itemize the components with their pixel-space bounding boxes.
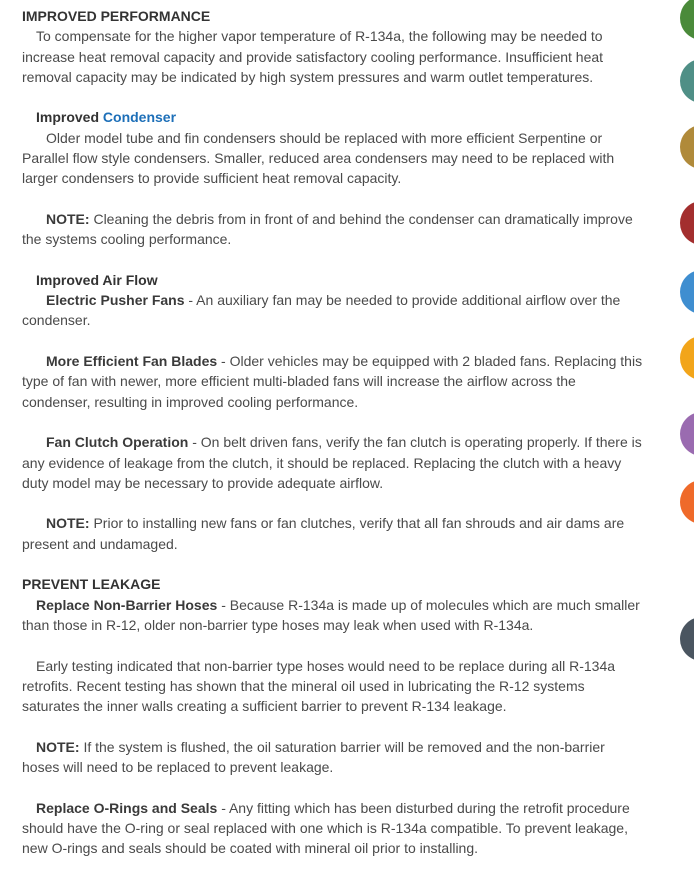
fan-clutch-paragraph [22, 432, 644, 493]
condenser-link[interactable]: Condenser [102, 109, 177, 126]
condenser-note [22, 209, 644, 250]
fan-blades-paragraph [22, 351, 644, 412]
performance-intro [22, 26, 644, 87]
orings-text: - Any fitting which has been disturbed during the retrofit procedure should have the O-ring or seal replaced with one which is R-134a compatible. To prevent leakage, new O-rings and seals should be coated with mineral oil prior to installing. [22, 799, 630, 857]
subheading-improved-air-flow: Improved Air Flow [36, 271, 158, 288]
condenser-paragraph [22, 128, 644, 189]
side-nav-circle[interactable] [680, 0, 694, 40]
note-label: NOTE: [46, 210, 90, 227]
flush-note [22, 737, 644, 778]
condenser-note-text: Cleaning the debris from in front of and behind the condenser can dramatically improve the systems cooling performance. [22, 210, 633, 248]
section-heading-leakage: PREVENT LEAKAGE [22, 576, 161, 593]
pusher-fans-text: - An auxiliary fan may be needed to provide additional airflow over the condenser. [22, 292, 621, 329]
orings-title: Replace O-Rings and Seals [36, 799, 218, 816]
section-heading-performance: IMPROVED PERFORMANCE [22, 8, 211, 24]
fans-note-text: Prior to installing new fans or fan clutches, verify that all fan shrouds and air dams are present and undamaged. [22, 515, 625, 552]
note-label: NOTE: [46, 515, 90, 532]
hoses-title: Replace Non-Barrier Hoses [36, 596, 218, 613]
testing-text: Early testing indicated that non-barrier type hoses would need to be replace during all R-134a retrofits. Recent testing has shown that the mineral oil used in lubricating the R-12 systems saturates the inner walls creating a sufficient barrier to prevent R-134 leakage. [22, 657, 616, 715]
side-nav-circle[interactable] [680, 336, 694, 380]
fan-clutch-text: - On belt driven fans, verify the fan clutch is operating properly. If there is any evidence of leakage from the clutch, it should be replaced. Replacing the clutch with a heavy duty model may be necessary to provide adequate airflow. [22, 434, 642, 491]
side-nav-circle[interactable] [680, 125, 694, 169]
subheading-improved-condenser [22, 107, 644, 127]
pusher-fans-title: Electric Pusher Fans [46, 292, 185, 309]
fan-clutch-title: Fan Clutch Operation [46, 434, 189, 451]
side-nav-circle[interactable] [680, 617, 694, 661]
side-nav-circle[interactable] [680, 480, 694, 524]
testing-paragraph [22, 656, 644, 717]
hoses-text: - Because R-134a is made up of molecules which are much smaller than those in R-12, older non-barrier type hoses may leak when used with R-134a. [22, 596, 640, 633]
condenser-text: Older model tube and fin condensers should be replaced with more efficient Serpentine or Parallel flow style condensers. Smaller, reduced area condensers may need to be replaced with larger condensers to provide sufficient heat removal capacity. [22, 129, 615, 187]
subheading-prefix: Improved [36, 109, 103, 126]
side-nav-circle[interactable] [680, 59, 694, 103]
pusher-fans-paragraph [22, 290, 644, 331]
side-nav-circle[interactable] [680, 412, 694, 456]
flush-note-text: If the system is flushed, the oil saturation barrier will be removed and the non-barrier hoses will need to be replaced to prevent leakage. [22, 738, 605, 775]
fan-blades-title: More Efficient Fan Blades [46, 353, 218, 370]
side-nav-rail [680, 0, 694, 869]
side-nav-circle[interactable] [680, 201, 694, 245]
note-label: NOTE: [36, 738, 80, 755]
orings-paragraph [22, 798, 644, 859]
performance-intro-text: To compensate for the higher vapor temperature of R-134a, the following may be needed to increase heat removal capacity and provide satisfactory cooling performance. Insufficient heat removal capacity may be indicated by high system pressures and warm outlet temperatures. [22, 28, 604, 85]
fan-blades-text: - Older vehicles may be equipped with 2 bladed fans. Replacing this type of fan with newer, more efficient multi-bladed fans will increase the airflow across the condenser, resulting in improved cooling performance. [22, 353, 643, 410]
article-body [22, 6, 644, 858]
fans-note [22, 513, 644, 554]
hoses-paragraph [22, 595, 644, 636]
side-nav-circle[interactable] [680, 270, 694, 314]
